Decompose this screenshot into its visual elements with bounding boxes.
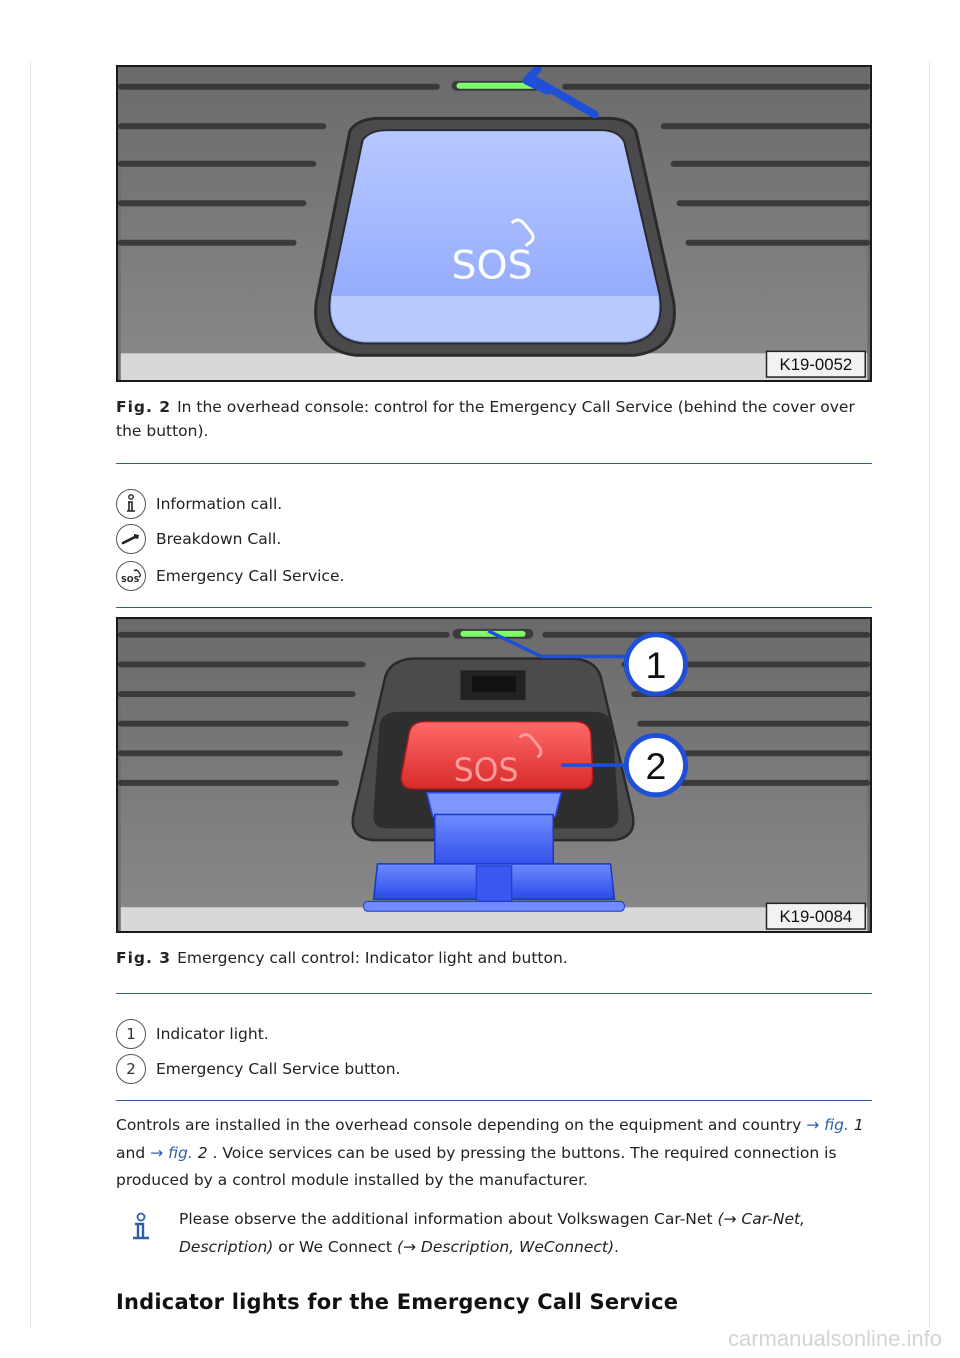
information-icon (130, 1212, 152, 1242)
number-badge: 1 (116, 1019, 146, 1049)
watermark: carmanualsonline.info (727, 1326, 942, 1351)
caption-text: Emergency call control: Indicator light and button. (177, 949, 568, 967)
weconnect-description-link[interactable]: (→ Description, WeConnect) (396, 1237, 615, 1256)
legend-item-information (116, 489, 282, 519)
page-margin-right (929, 62, 930, 1328)
overhead-console-illustration (118, 67, 870, 380)
figure-2-image (116, 65, 872, 382)
note-text: Please observe the additional information about Volkswagen Car-Net (→ Car-Net, Description) or We Connect (→ Description, WeConnect). (179, 1210, 805, 1256)
car-net-description-link[interactable]: (→ Car-Net, Description) (179, 1210, 805, 1256)
figure-label: Fig. 3 (116, 949, 172, 967)
sos-button-label: SOS (451, 242, 533, 289)
legend-item-sos-button (116, 1054, 400, 1084)
section-heading: Indicator lights for the Emergency Call Service (116, 1290, 679, 1314)
legend-label: Emergency Call Service button. (156, 1060, 401, 1078)
svg-text:1: 1 (645, 644, 667, 687)
divider (116, 463, 872, 464)
number-badge: 2 (116, 1054, 146, 1084)
divider (116, 1100, 872, 1101)
sos-button-label: SOS (453, 752, 519, 789)
wrench-icon (116, 524, 146, 554)
svg-text:2: 2 (645, 744, 667, 787)
legend-item-emergency (116, 561, 344, 591)
body-paragraph: Controls are installed in the overhead console depending on the equipment and country → fig. 1 and → fig. 2 . Voice services can be used by pressing the buttons. The required connection is produced by a control module installed by the manufacturer. (116, 1116, 864, 1189)
page-margin-left (30, 62, 31, 1328)
legend-label: Emergency Call Service. (156, 567, 345, 585)
sos-phone-icon (116, 561, 146, 591)
figure-code: K19-0052 (779, 355, 853, 375)
legend-label: Information call. (156, 495, 283, 513)
legend-item-breakdown (116, 524, 281, 554)
legend-label: Breakdown Call. (156, 530, 282, 548)
figure-2-caption (116, 395, 872, 443)
divider (116, 993, 872, 994)
figure-3-image (116, 617, 872, 933)
figure-label: Fig. 2 (116, 398, 172, 416)
legend-label: Indicator light. (156, 1025, 269, 1043)
fig-1-link[interactable]: → fig. (806, 1116, 849, 1134)
svg-text:SOS: SOS (121, 575, 140, 584)
figure-3-caption (116, 946, 872, 970)
information-icon (116, 489, 146, 519)
fig-2-link[interactable]: → fig. (150, 1143, 193, 1162)
divider (116, 607, 872, 608)
caption-text: In the overhead console: control for the Emergency Call Service (behind the cover over the button). (116, 398, 855, 440)
emergency-call-control-illustration (118, 619, 870, 931)
legend-item-indicator-light (116, 1019, 269, 1049)
figure-code: K19-0084 (779, 907, 853, 927)
